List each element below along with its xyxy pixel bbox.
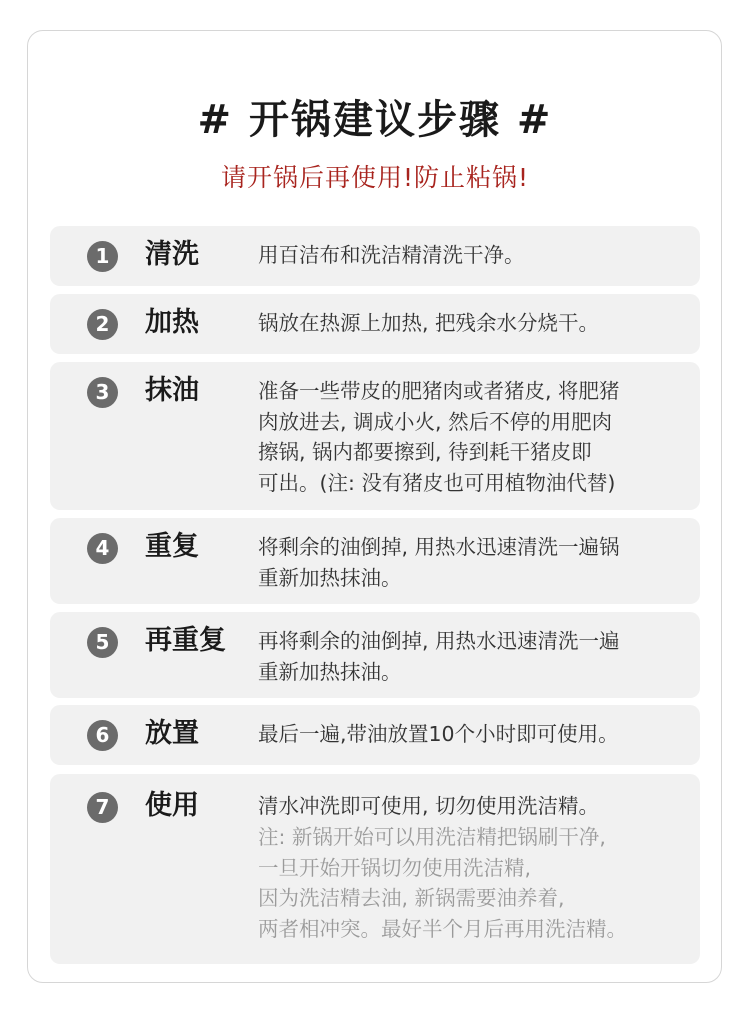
step-number-badge: 1 — [87, 241, 118, 272]
step-note: 注: 新锅开始可以用洗洁精把锅刷干净, 一旦开始开锅切勿使用洗洁精, 因为洗洁精去油, 新锅需要油养着, 两者相冲突。最好半个月后再用洗洁精。 — [258, 825, 627, 941]
step-description: 用百洁布和洗洁精清洗干净。 — [258, 243, 525, 267]
step-description: 清水冲洗即可使用, 切勿使用洗洁精。 — [258, 794, 600, 818]
step-title: 清洗 — [145, 239, 199, 270]
step-number-badge: 2 — [87, 309, 118, 340]
page-title: # 开锅建议步骤 # — [197, 97, 553, 143]
step-5 — [50, 612, 700, 698]
step-title: 再重复 — [145, 625, 226, 656]
step-title: 抹油 — [145, 375, 199, 406]
step-description: 最后一遍,带油放置10个小时即可使用。 — [258, 722, 619, 746]
step-3 — [50, 362, 700, 510]
step-title: 加热 — [145, 307, 199, 338]
step-number-badge: 4 — [87, 533, 118, 564]
step-number-badge: 6 — [87, 720, 118, 751]
step-1 — [50, 226, 700, 286]
step-2 — [50, 294, 700, 354]
step-number-badge: 3 — [87, 377, 118, 408]
step-4 — [50, 518, 700, 604]
step-description: 准备一些带皮的肥猪肉或者猪皮, 将肥猪 肉放进去, 调成小火, 然后不停的用肥肉 擦锅, 锅内都要擦到, 待到耗干猪皮即 可出。(注: 没有猪皮也可用植物油代替) — [258, 379, 620, 495]
step-6 — [50, 705, 700, 765]
step-title: 使用 — [145, 790, 199, 821]
step-title: 放置 — [145, 718, 199, 749]
page-subtitle: 请开锅后再使用!防止粘锅! — [220, 163, 530, 192]
step-7 — [50, 774, 700, 964]
step-number-badge: 7 — [87, 792, 118, 823]
step-description: 再将剩余的油倒掉, 用热水迅速清洗一遍 重新加热抹油。 — [258, 629, 620, 684]
step-description: 锅放在热源上加热, 把残余水分烧干。 — [258, 311, 600, 335]
step-description: 将剩余的油倒掉, 用热水迅速清洗一遍锅 重新加热抹油。 — [258, 535, 620, 590]
step-title: 重复 — [145, 531, 199, 562]
step-number-badge: 5 — [87, 627, 118, 658]
